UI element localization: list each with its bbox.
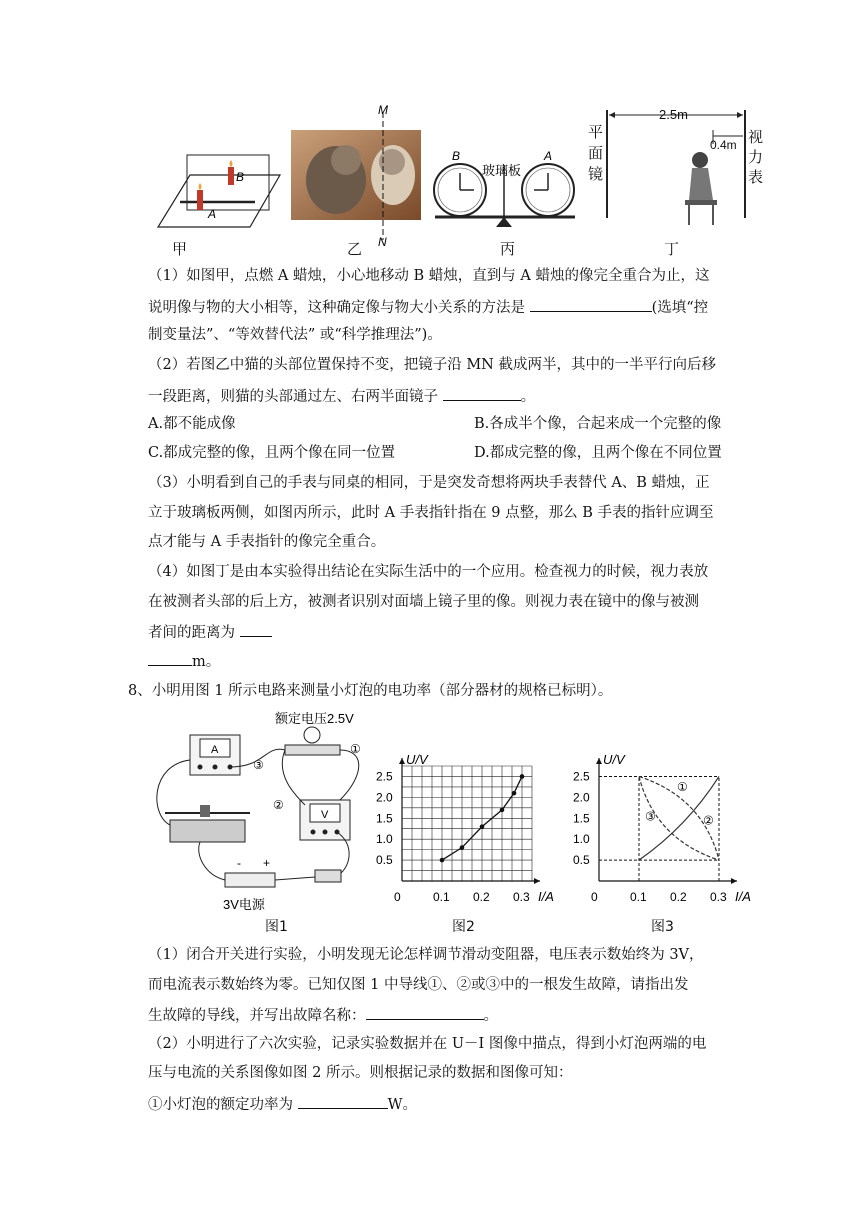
q7-p1-line1: （1）如图甲，点燃 A 蜡烛，小心地移动 B 蜡烛，直到与 A 蜡烛的像完全重合为止，这 <box>148 268 710 284</box>
svg-text:A: A <box>211 744 219 756</box>
q7-p1-line2: 说明像与物的大小相等，这种确定像与物大小关系的方法是 (选填“控 <box>148 296 708 318</box>
caption-jia: 甲 <box>172 240 188 258</box>
caption-fig2: 图2 <box>452 919 475 935</box>
eye-chart-label: 视 力 表 <box>748 128 764 186</box>
y-axis-arrow <box>596 758 602 764</box>
q7-p1-line3: 制变量法”、“等效替代法” 或“科学推理法”)。 <box>148 327 442 343</box>
option-d[interactable]: D.都成完整的像，且两个像在不同位置 <box>474 445 722 461</box>
chart-3 <box>565 752 770 910</box>
caption-fig3: 图3 <box>651 919 674 935</box>
x-tick-label: 0.2 <box>670 890 687 904</box>
answer-blank[interactable] <box>148 650 192 666</box>
label-a: A <box>208 207 217 221</box>
x-tick-label: 0.1 <box>433 890 450 904</box>
q7-p4-line1: （4）如图丁是由本实验得出结论在实际生活中的一个应用。检查视力的时候，视力表放 <box>148 564 709 580</box>
caption-yi: 乙 <box>347 240 363 258</box>
q8-p2-line3: ①小灯泡的额定功率为 W。 <box>148 1093 417 1115</box>
data-point <box>460 845 465 850</box>
figure-jia <box>150 145 290 260</box>
curve-2-label: ② <box>703 813 714 828</box>
x-axis-arrow <box>534 878 540 884</box>
q7-p2-line1: （2）若图乙中猫的头部位置保持不变，把镜子沿 MN 截成两半，其中的一半平行向后移 <box>148 357 716 373</box>
wire-1-label: ① <box>350 742 361 756</box>
label-m: M <box>378 103 388 117</box>
lamp-bulb <box>304 727 320 743</box>
x-axis-label: I/A <box>735 889 751 904</box>
answer-blank[interactable] <box>443 385 521 401</box>
switch <box>315 870 341 882</box>
figure-yi <box>288 100 438 260</box>
svg-text:-: - <box>237 856 241 870</box>
figure-jia-drawing <box>150 145 290 260</box>
person-body <box>689 168 713 200</box>
wire-2-label: ② <box>273 798 284 812</box>
source-label: 3V电源 <box>223 897 265 912</box>
y-tick-label: 0.5 <box>573 853 590 868</box>
circuit-drawing <box>145 705 375 915</box>
x-tick-label: 0.3 <box>710 890 727 904</box>
figure-1-circuit <box>145 705 375 915</box>
origin-label: 0 <box>591 890 598 904</box>
label-b: B <box>452 149 461 163</box>
y-tick-label: 2.5 <box>573 769 590 784</box>
q7-p2-line2: 一段距离，则猫的头部通过左、右两半面镜子 。 <box>148 385 535 407</box>
y-tick-label: 0.5 <box>376 853 393 868</box>
curve-3-label: ③ <box>645 809 656 824</box>
y-tick-label: 2.0 <box>573 790 590 805</box>
data-point <box>500 808 505 813</box>
caption-bing: 丙 <box>500 240 516 258</box>
y-tick-label: 1.5 <box>376 811 393 826</box>
svg-text:V: V <box>321 809 329 821</box>
option-b[interactable]: B.各成半个像，合起来成一个完整的像 <box>474 416 722 432</box>
q8-stem: 8、小明用图 1 所示电路来测量小灯泡的电功率（部分器材的规格已标明）。 <box>128 683 613 699</box>
distance-total: 2.5m <box>659 107 688 122</box>
figure-bing <box>430 145 580 245</box>
candle-a <box>197 190 203 210</box>
chart-2 <box>368 752 573 910</box>
caption-fig1: 图1 <box>265 919 288 935</box>
x-axis-arrow <box>731 878 737 884</box>
q7-p3-line2: 立于玻璃板两侧，如图丙所示，此时 A 手表指针指在 9 点整，那么 B 手表的指针应调至 <box>148 505 714 521</box>
q7-p4-line2: 在被测者头部的后上方，被测者识别对面墙上镜子里的像。则视力表在镜中的像与被测 <box>148 594 699 610</box>
label-n: N <box>378 235 387 249</box>
y-tick-label: 1.0 <box>376 832 393 847</box>
q8-p1-line3: 生故障的导线，并写出故障名称： 。 <box>148 1004 498 1026</box>
y-tick-label: 1.0 <box>573 832 590 847</box>
figure-2-chart <box>368 752 573 910</box>
q8-p1-line2: 而电流表示数始终为零。已知仅图 1 中导线①、②或③中的一根发生故障，请指出发 <box>148 977 689 993</box>
x-tick-label: 0.1 <box>630 890 647 904</box>
answer-blank[interactable] <box>530 296 652 312</box>
figure-3-chart <box>565 752 770 910</box>
answer-blank[interactable] <box>366 1004 484 1020</box>
mirror-label: 平 面 镜 <box>588 123 604 183</box>
q8-p1-line1: （1）闭合开关进行实验，小明发现无论怎样调节滑动变阻器，电压表示数始终为 3V， <box>148 947 704 963</box>
answer-blank[interactable] <box>298 1093 388 1109</box>
q7-p4-line3: 者间的距离为 <box>148 621 272 643</box>
q8-p2-line2: 压与电流的关系图像如图 2 所示。则根据记录的数据和图像可知： <box>148 1065 573 1081</box>
curve-1-label: ① <box>677 780 688 795</box>
q8-p2-line1: （2）小明进行了六次实验，记录实验数据并在 U－I 图像中描点，得到小灯泡两端的电 <box>148 1036 707 1052</box>
glass-board-label: 玻璃板 <box>482 163 522 178</box>
option-c[interactable]: C.都成完整的像，且两个像在同一位置 <box>148 445 396 461</box>
y-axis-label: U/V <box>406 752 428 767</box>
q7-p4-line4: m。 <box>148 650 220 672</box>
answer-blank[interactable] <box>240 621 272 637</box>
x-tick-label: 0.2 <box>473 890 490 904</box>
q7-p3-line1: （3）小明看到自己的手表与同桌的相同，于是突发奇想将两块手表替代 A、B 蜡烛，正 <box>148 475 710 491</box>
distance-small: 0.4m <box>710 138 737 152</box>
figure-yi-drawing <box>288 100 438 260</box>
rated-voltage-label: 额定电压2.5V <box>275 711 354 726</box>
label-a: A <box>544 149 553 163</box>
data-point <box>512 791 517 796</box>
svg-text:+: + <box>263 856 271 870</box>
x-tick-label: 0.3 <box>513 890 530 904</box>
data-point <box>480 824 485 829</box>
x-axis-label: I/A <box>538 889 554 904</box>
data-point <box>520 774 525 779</box>
rheostat <box>170 820 245 842</box>
origin-label: 0 <box>394 890 401 904</box>
q7-p3-line3: 点才能与 A 手表指针的像完全重合。 <box>148 534 386 550</box>
data-point <box>440 858 445 863</box>
y-tick-label: 2.5 <box>376 769 393 784</box>
candle-b <box>228 167 234 185</box>
battery <box>225 873 275 887</box>
option-a[interactable]: A.都不能成像 <box>148 416 236 432</box>
figure-bing-drawing <box>430 145 580 245</box>
y-tick-label: 2.0 <box>376 790 393 805</box>
person-head <box>692 152 708 168</box>
y-tick-label: 1.5 <box>573 811 590 826</box>
lamp-base <box>285 745 340 755</box>
y-axis-arrow <box>399 758 405 764</box>
label-b: B <box>236 170 245 184</box>
caption-ding: 丁 <box>664 240 680 258</box>
y-axis-label: U/V <box>603 752 625 767</box>
wire-3-label: ③ <box>253 758 264 772</box>
